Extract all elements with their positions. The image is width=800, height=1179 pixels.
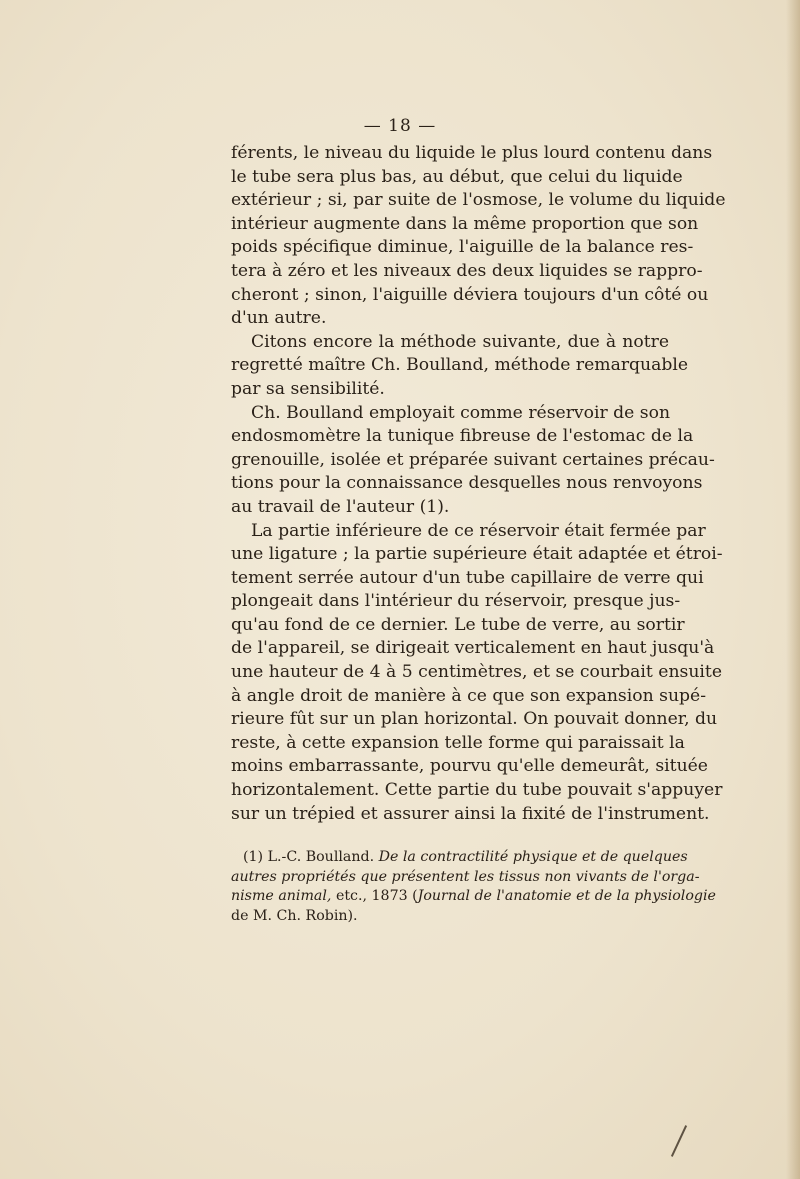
footnote-line: [231, 848, 688, 868]
page-number: — 18 —: [363, 116, 437, 136]
text-line: regretté maître Ch. Boulland, méthode remarquable: [231, 355, 689, 376]
text-line: moins embarrassante, pourvu qu'elle demeurât, située: [231, 756, 708, 777]
text-line: intérieur augmente dans la même proportion que son: [231, 213, 699, 234]
body-text: [231, 142, 726, 826]
text-line: qu'au fond de ce dernier. Le tube de verre, au sortir: [231, 614, 685, 635]
paragraph-start-line: Citons encore la méthode suivante, due à notre: [251, 331, 669, 352]
footnote-text: etc., 1873 (: [335, 888, 418, 905]
footnote-line: autres propriétés que présentent les tissus non vivants de l'orga-: [231, 868, 700, 885]
text-line: une hauteur de 4 à 5 centimètres, et se courbait ensuite: [231, 662, 722, 683]
text-line: rieure fût sur un plan horizontal. On pouvait donner, du: [231, 709, 718, 730]
ink-mark: [671, 1125, 687, 1157]
text-line: plongeait dans l'intérieur du réservoir, presque jus-: [231, 591, 681, 612]
text-line: sur un trépied et assurer ainsi la fixité de l'instrument.: [231, 803, 710, 824]
text-line: par sa sensibilité.: [231, 378, 385, 399]
footnote-marker: (1): [243, 849, 264, 865]
text-line: férents, le niveau du liquide le plus lourd contenu dans: [231, 143, 713, 163]
text-line: horizontalement. Cette partie du tube pouvait s'appuyer: [231, 780, 723, 801]
text-line: grenouille, isolée et préparée suivant certaines précau-: [231, 449, 715, 470]
text-line: le tube sera plus bas, au début, que celui du liquide: [231, 166, 683, 187]
text-line: au travail de l'auteur (1).: [231, 496, 450, 517]
footnote: [231, 848, 716, 926]
paragraph-start-line: La partie inférieure de ce réservoir était fermée par: [251, 520, 706, 541]
text-line: reste, à cette expansion telle forme qui paraissait la: [231, 732, 685, 753]
text-line: extérieur ; si, par suite de l'osmose, le volume du liquide: [231, 190, 726, 211]
paragraph-start-line: Ch. Boulland employait comme réservoir de son: [251, 402, 671, 423]
text-line: à angle droit de manière à ce que son expansion supé-: [231, 685, 706, 706]
text-line: de l'appareil, se dirigeait verticalement en haut jusqu'à: [231, 638, 715, 659]
footnote-journal: Journal de l'anatomie et de la physiologie: [417, 888, 716, 905]
footnote-line: de M. Ch. Robin).: [231, 907, 358, 924]
page-edge-shadow: [786, 0, 800, 1179]
footnote-title: De la contractilité physique et de quelques: [378, 849, 688, 865]
text-line: une ligature ; la partie supérieure était adaptée et étroi-: [231, 544, 723, 565]
text-line: tions pour la connaissance desquelles nous renvoyons: [231, 473, 703, 494]
footnote-title: nisme animal,: [231, 888, 332, 905]
text-line: cheront ; sinon, l'aiguille déviera toujours d'un côté ou: [231, 284, 709, 305]
text-line: tera à zéro et les niveaux des deux liquides se rappro-: [231, 260, 703, 281]
text-line: poids spécifique diminue, l'aiguille de la balance res-: [231, 237, 694, 258]
text-line: endosmomètre la tunique fibreuse de l'estomac de la: [231, 426, 694, 447]
text-line: d'un autre.: [231, 308, 327, 329]
text-line: tement serrée autour d'un tube capillaire de verre qui: [231, 567, 704, 588]
footnote-line: [231, 887, 716, 907]
footnote-author: L.-C. Boulland.: [267, 849, 375, 865]
